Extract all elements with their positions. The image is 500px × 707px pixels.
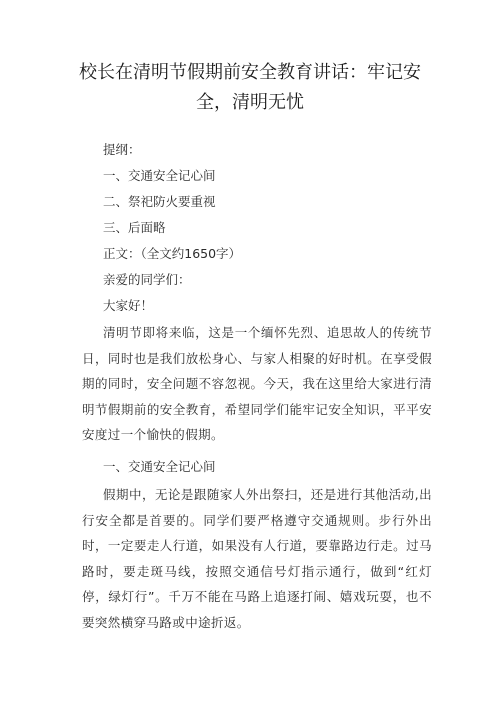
greeting: 大家好！ (103, 298, 154, 313)
salutation: 亲爱的同学们： (103, 272, 191, 287)
title-line-2: 全，清明无忧 (196, 92, 304, 113)
outline-label: 提纲： (103, 142, 141, 157)
paragraph-intro: 清明节即将来临，这是一个缅怀先烈、追思故人的传统节日，同时也是我们放松身心、与家人相聚的好时机。在享受假期的同时，安全问题不容忽视。今天，我在这里给大家进行清明节假期前的安全教育，希望同学们能牢记安全知识，平平安安度过一个愉快的假期。 (82, 325, 432, 443)
title-line-1: 校长在清明节假期前安全教育讲话：牢记安 (79, 62, 421, 83)
outline-item-3: 三、后面略 (103, 220, 166, 235)
section-1-heading: 一、交通安全记心间 (103, 459, 216, 474)
paragraph-traffic-safety: 假期中，无论是跟随家人外出祭扫，还是进行其他活动,出行安全都是首要的。同学们要严格遵守交通规则。步行外出时，一定要走人行道，如果没有人行道，要靠路边行走。过马路时，要走斑马线，按照交通信号灯指示通行，做到“红灯停，绿灯行”。千万不能在马路上追逐打闹、嬉戏玩耍，也不要突然横穿马路或中途折返。 (82, 487, 432, 630)
document-title (60, 58, 440, 118)
outline-item-1: 一、交通安全记心间 (103, 168, 216, 183)
body-label: 正文：（全文约1650字） (103, 246, 242, 261)
outline-item-2: 二、祭祀防火要重视 (103, 194, 216, 209)
